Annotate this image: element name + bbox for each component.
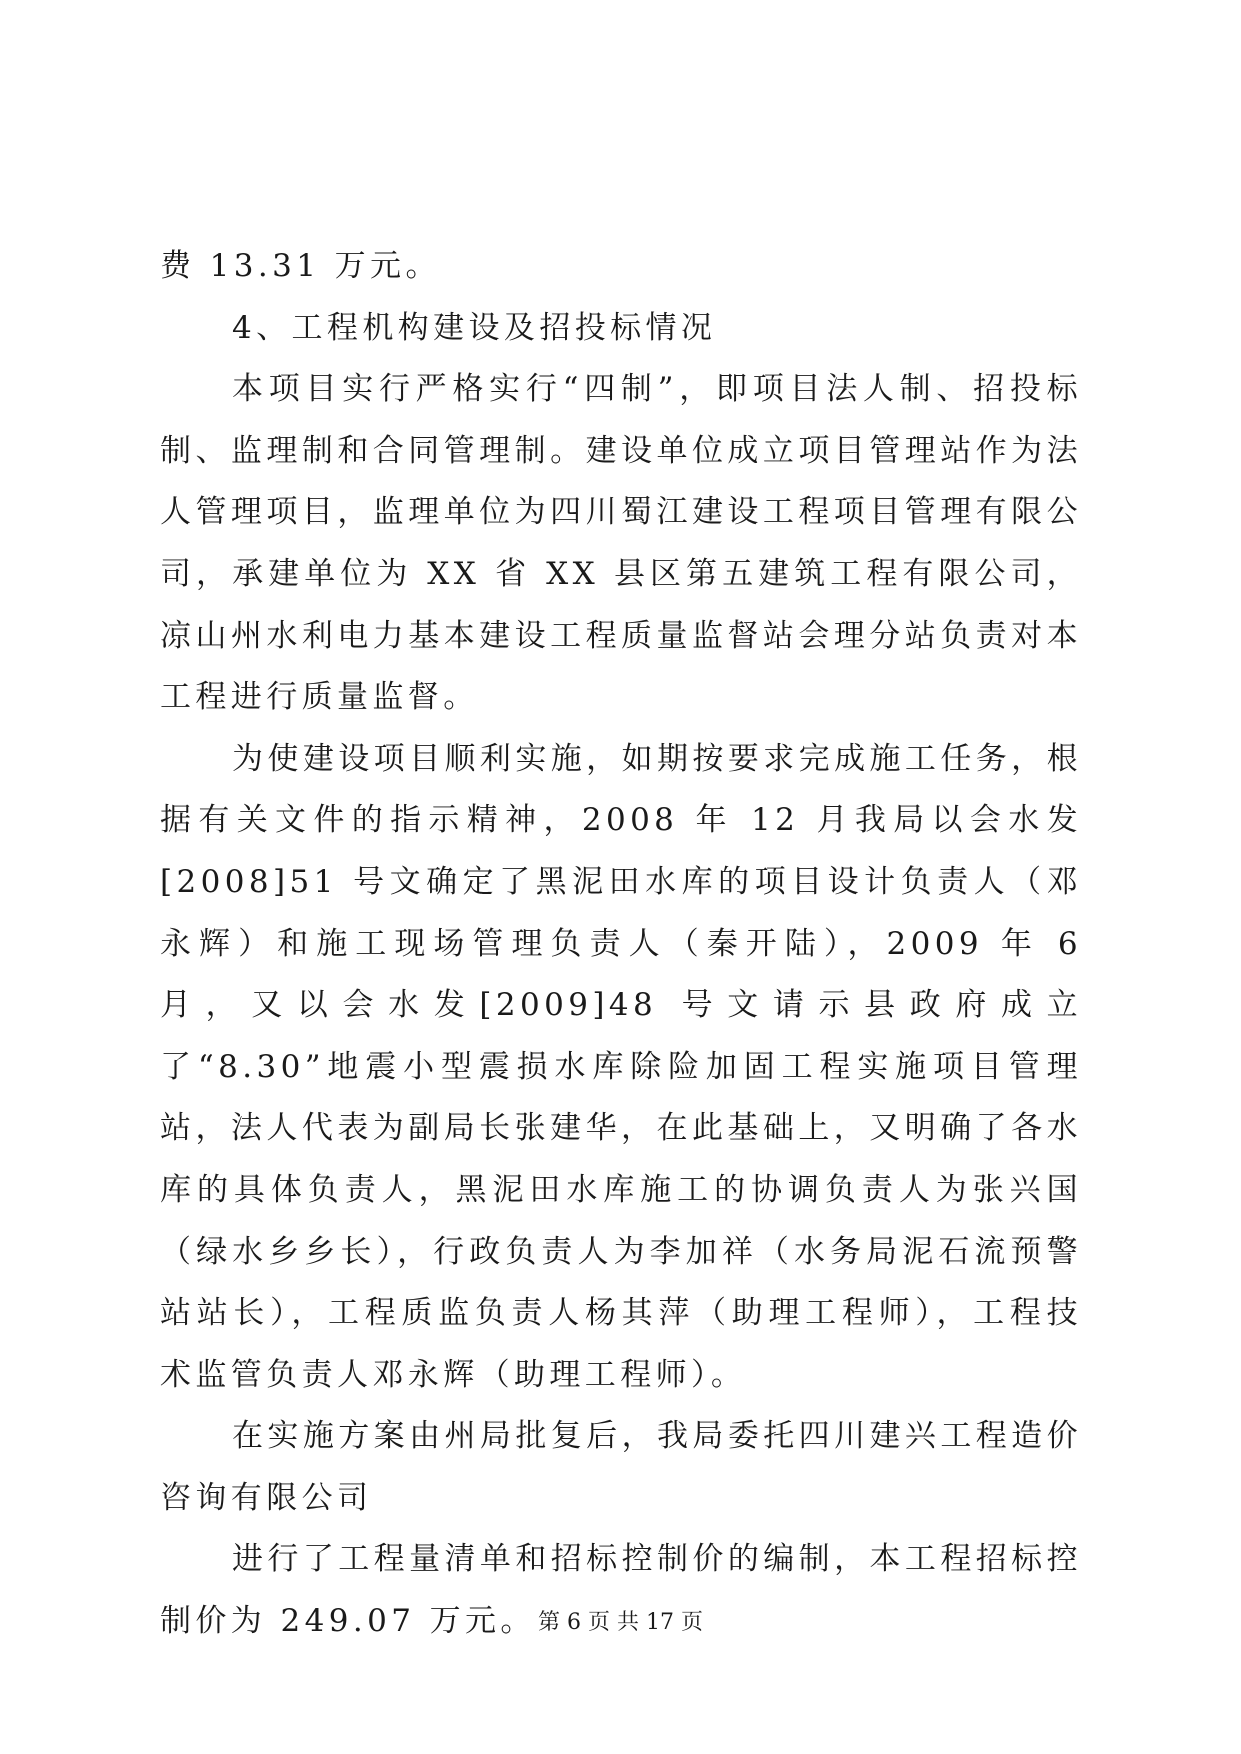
document-body	[160, 236, 1082, 1653]
paragraph-project-management: 为使建设项目顺利实施，如期按要求完成施工任务，根据有关文件的指示精神，2008 年 12 月我局以会水发[2008]51 号文确定了黑泥田水库的项目设计负责人（邓永辉）和施工现场管理负责人（秦开陆），2009 年 6 月，又以会水发[2009]48 号文请示县政府成立了“8.30”地震小型震损水库除险加固工程实施项目管理站，法人代表为副局长张建华，在此基础上，又明确了各水库的具体负责人，黑泥田水库施工的协调负责人为张兴国（绿水乡乡长），行政负责人为李加祥（水务局泥石流预警站站长），工程质监负责人杨其萍（助理工程师），工程技术监管负责人邓永辉（助理工程师）。	[160, 740, 1082, 1393]
paragraph-control-price: 进行了工程量清单和招标控制价的编制，本工程招标控制价为 249.07 万元。	[160, 1541, 1082, 1640]
paragraph-fee-continuation: 费 13.31 万元。	[160, 248, 441, 284]
page-number-footer: 第 6 页 共 17 页	[538, 1610, 703, 1635]
paragraph-four-systems: 本项目实行严格实行“四制”，即项目法人制、招投标制、监理制和合同管理制。建设单位成立项目管理站作为法人管理项目，监理单位为四川蜀江建设工程项目管理有限公司，承建单位为 XX 省 XX 县区第五建筑工程有限公司，凉山州水利电力基本建设工程质量监督站会理分站负责对本工程进行质量监督。	[160, 371, 1082, 716]
section-heading-tendering: 4、工程机构建设及招投标情况	[232, 309, 717, 346]
paragraph-cost-consulting: 在实施方案由州局批复后，我局委托四川建兴工程造价咨询有限公司	[160, 1418, 1082, 1516]
